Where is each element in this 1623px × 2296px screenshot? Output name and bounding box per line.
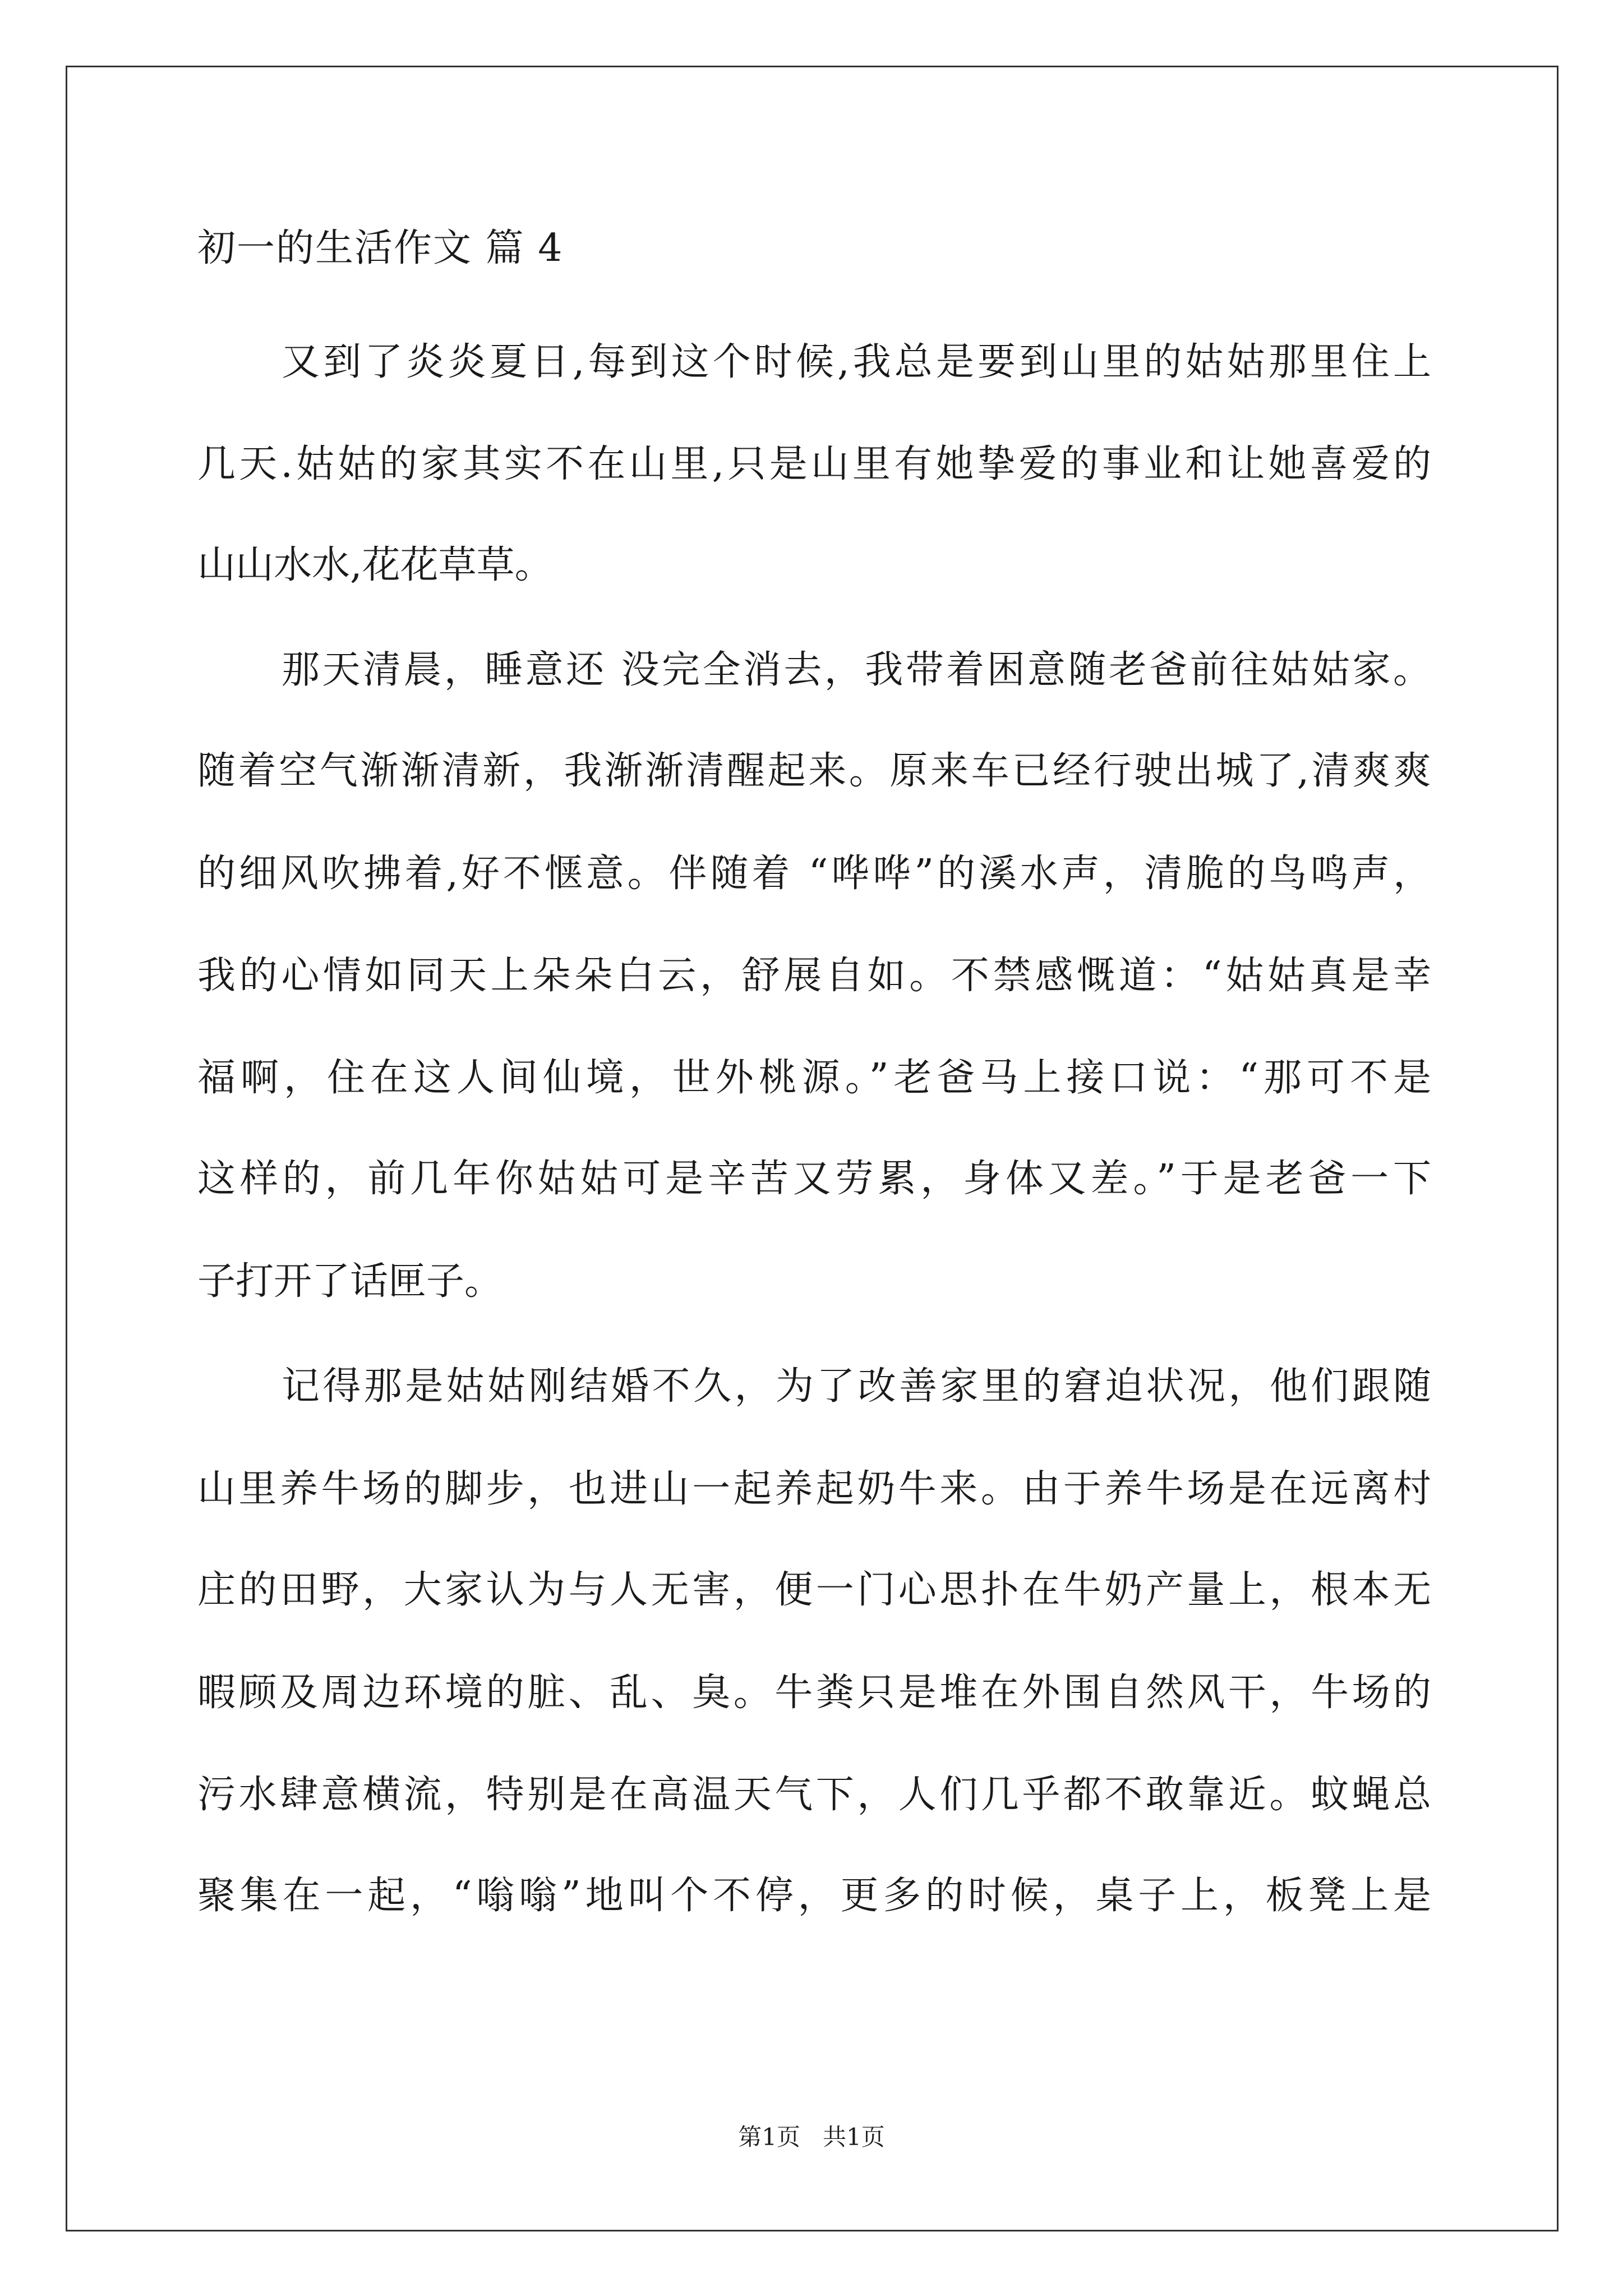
- paragraph-2-line-3: 的细风吹拂着,好不惬意。伴随着 “哗哗”的溪水声，清脆的鸟鸣声，: [197, 852, 1431, 896]
- paragraph-3-line-5: 污水肆意横流，特别是在高温天气下，人们几乎都不敢靠近。蚊蝇总: [197, 1773, 1431, 1817]
- paragraph-2-line-1: 那天清晨，睡意还 没完全消去，我带着困意随老爸前往姑姑家。: [282, 648, 1431, 692]
- paragraph-3-line-1: 记得那是姑姑刚结婚不久，为了改善家里的窘迫状况，他们跟随: [282, 1364, 1431, 1409]
- paragraph-1-line-3: 山山水水,花花草草。: [197, 543, 553, 587]
- paragraph-1-line-1: 又到了炎炎夏日,每到这个时候,我总是要到山里的姑姑那里住上: [282, 340, 1431, 384]
- paragraph-2-line-7: 子打开了话匣子。: [197, 1259, 503, 1304]
- paragraph-2-line-2: 随着空气渐渐清新，我渐渐清醒起来。原来车已经行驶出城了,清爽爽: [197, 749, 1431, 793]
- paragraph-1-line-2: 几天.姑姑的家其实不在山里,只是山里有她挚爱的事业和让她喜爱的: [197, 442, 1431, 486]
- paragraph-3-line-4: 暇顾及周边环境的脏、乱、臭。牛粪只是堆在外围自然风干，牛场的: [197, 1671, 1431, 1715]
- paragraph-2-line-5: 福啊，住在这人间仙境，世外桃源。”老爸马上接口说：“那可不是: [197, 1056, 1431, 1100]
- paragraph-3-line-3: 庄的田野，大家认为与人无害，便一门心思扑在牛奶产量上，根本无: [197, 1568, 1431, 1612]
- paragraph-3-line-2: 山里养牛场的脚步，也进山一起养起奶牛来。由于养牛场是在远离村: [197, 1467, 1431, 1511]
- paragraph-3-line-6: 聚集在一起，“嗡嗡”地叫个不停，更多的时候，桌子上，板凳上是: [197, 1874, 1431, 1918]
- page-number-footer: 第1页 共1页: [738, 2123, 885, 2151]
- document-title: 初一的生活作文 篇 4: [197, 226, 564, 270]
- paragraph-2-line-4: 我的心情如同天上朵朵白云，舒展自如。不禁感慨道：“姑姑真是幸: [197, 954, 1431, 998]
- paragraph-2-line-6: 这样的，前几年你姑姑可是辛苦又劳累，身体又差。”于是老爸一下: [197, 1157, 1431, 1201]
